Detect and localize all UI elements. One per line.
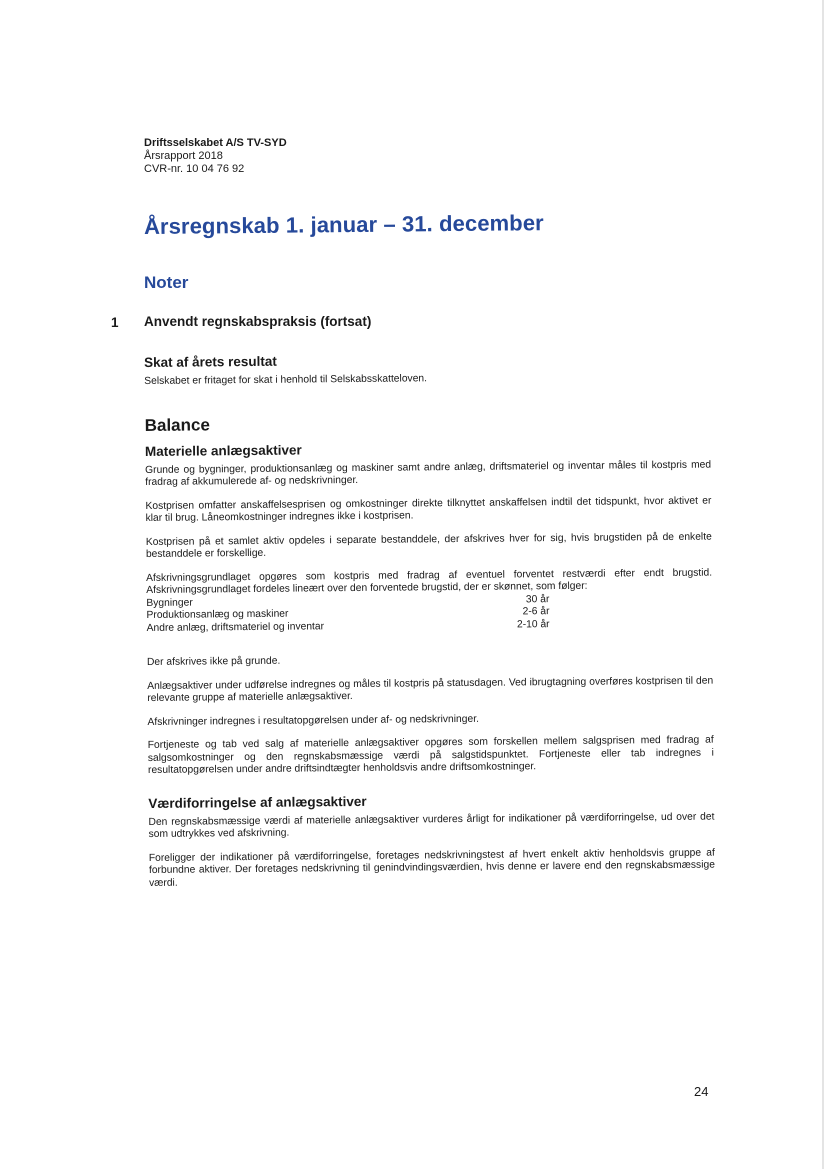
cvr-number: CVR-nr. 10 04 76 92 — [144, 163, 245, 175]
document-header — [144, 137, 287, 176]
paragraph: Anlægsaktiver under udførelse indregnes og måles til kostpris på statusdagen. Ved ibrugtagning overføres kostprisen til den relevante gruppe af materielle anlægsaktiver. — [147, 675, 714, 704]
paragraph: Grunde og bygninger, produktionsanlæg og maskiner samt andre anlæg, driftsmateriel og inventar måles til kostpris med fradrag af akkumulerede af- og nedskrivninger. — [145, 459, 712, 488]
impairment-heading: Værdiforringelse af anlægsaktiver — [148, 793, 367, 811]
company-name: Driftsselskabet A/S TV-SYD — [144, 137, 287, 149]
page-title: Årsregnskab 1. januar – 31. december — [143, 210, 544, 239]
paragraph: Kostprisen på et samlet aktiv opdeles i separate bestanddele, der afskrives hver for sig, hvis brugstiden på de enkelte bestanddele er forskellige. — [145, 531, 712, 560]
depreciation-table — [146, 594, 549, 635]
note-content — [144, 350, 715, 901]
paragraph: Afskrivninger indregnes i resultatopgørelsen under af- og nedskrivninger. — [147, 713, 479, 728]
balance-heading: Balance — [144, 414, 210, 435]
section-title: Noter — [144, 273, 189, 292]
tax-text: Selskabet er fritaget for skat i henhold til Selskabsskatteloven. — [144, 373, 428, 387]
useful-life: 2-10 år — [516, 618, 550, 630]
tax-heading: Skat af årets resultat — [144, 353, 277, 370]
paragraph: Afskrivningsgrundlaget opgøres som kostpris med fradrag af eventuel forventet restværdi efter endt brugstid. Afskrivningsgrundlaget fordeles lineært over den forventede brugstid, der er skønnet, som følger: — [146, 567, 713, 596]
paragraph: Den regnskabsmæssige værdi af materielle anlægsaktiver vurderes årligt for indikationer på værdiforringelse, ud over det som udtrykkes ved afskrivning. — [148, 811, 715, 840]
asset-name: Produktionsanlæg og maskiner — [146, 608, 289, 621]
note-number: 1 — [111, 315, 119, 330]
useful-life: 2-6 år — [522, 606, 550, 618]
useful-life: 30 år — [525, 593, 550, 605]
asset-name: Bygninger — [146, 597, 193, 609]
asset-name: Andre anlæg, driftsmateriel og inventar — [146, 620, 325, 634]
paragraph: Fortjeneste og tab ved salg af materielle anlægsaktiver opgøres som forskellen mellem salgsprisen med fradrag af salgsomkostninger og den regnskabsmæssige værdi på salgstidspunktet. Fortjeneste eller tab indregnes i resultatopgørelsen under andre driftsindtægter henholdsvis andre driftsomkostninger. — [147, 734, 714, 776]
paragraph: Foreligger der indikationer på værdiforringelse, foretages nedskrivningstest af hvert enkelt aktiv henholdsvis gruppe af forbundne aktiver. Der foretages nedskrivning til genindvindingsværdien, hvis denne er lavere end den regnskabsmæssige værdi. — [148, 847, 715, 889]
paragraph: Kostprisen omfatter anskaffelsesprisen og omkostninger direkte tilknyttet anskaffelsen indtil det tidspunkt, hvor aktivet er klar til brug. Låneomkostninger indregnes ikke i kostprisen. — [145, 495, 712, 524]
page-number: 24 — [694, 1084, 709, 1099]
fixed-assets-heading: Materielle anlægsaktiver — [144, 441, 302, 459]
note-title: Anvendt regnskabspraksis (fortsat) — [144, 314, 372, 329]
paragraph: Der afskrives ikke på grunde. — [146, 655, 281, 668]
table-row — [147, 619, 550, 635]
report-name: Årsrapport 2018 — [144, 150, 223, 162]
